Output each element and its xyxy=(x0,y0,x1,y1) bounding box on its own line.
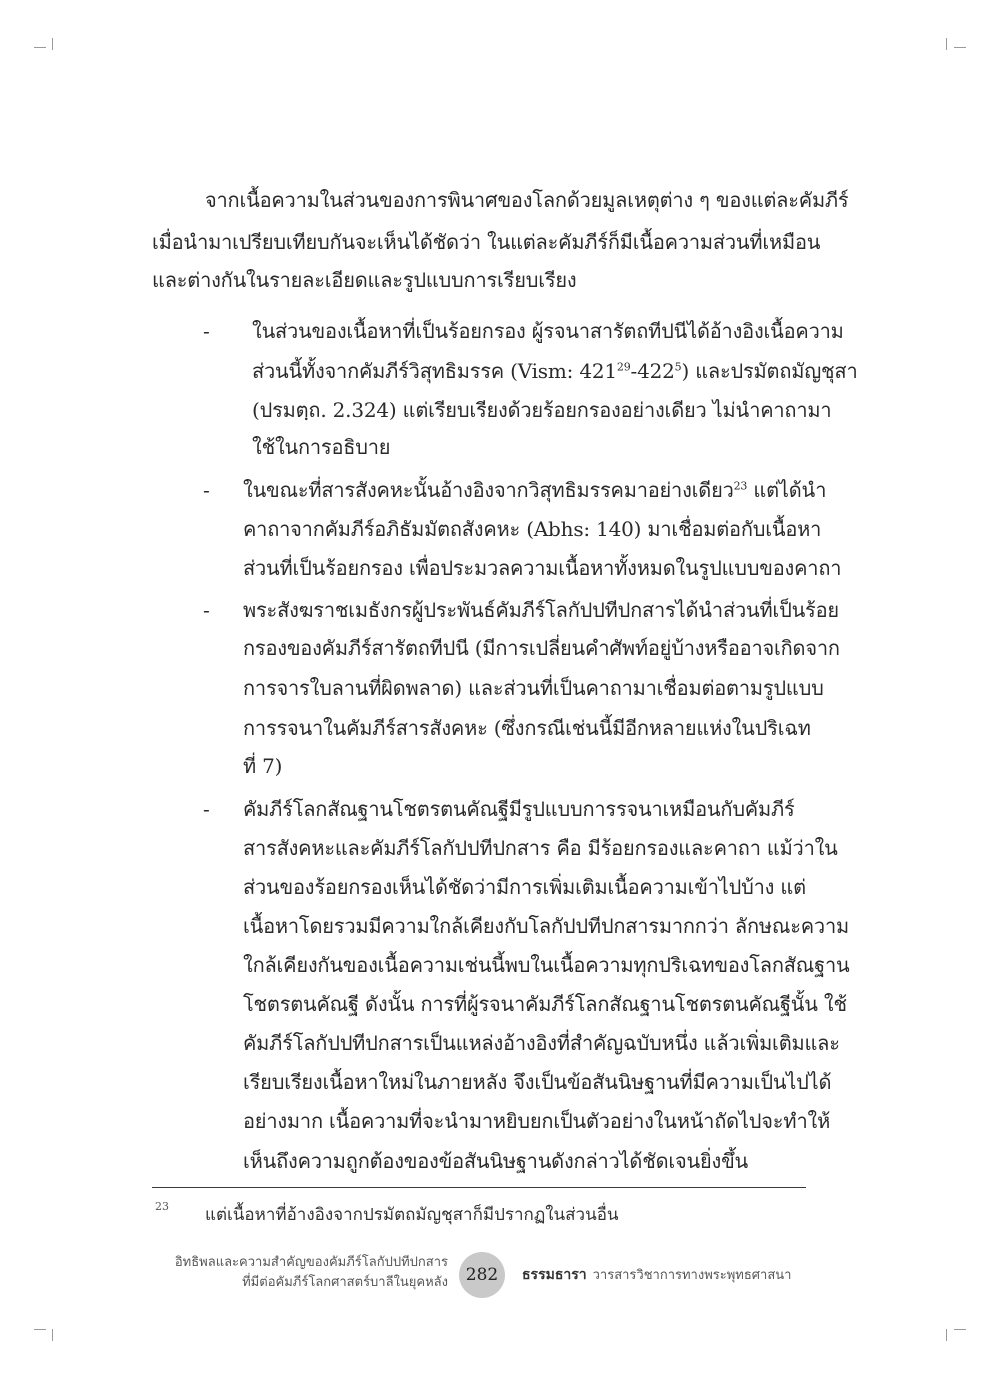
bullet-line: เนื้อหาโดยรวมมีความใกล้เคียงกับโลกัปปทีปกสารมากกว่า ลักษณะความ xyxy=(243,914,849,938)
crop-mark xyxy=(954,1329,966,1330)
footnote-text: แต่เนื้อหาที่อ้างอิงจากปรมัตถมัญชุสาก็มีปรากฏในส่วนอื่น xyxy=(205,1205,619,1225)
footer-journal xyxy=(522,1264,791,1286)
bullet-text: แต่ได้นำ xyxy=(747,478,827,502)
footnote-number: 23 xyxy=(155,1200,169,1213)
bullet-line: ในส่วนของเนื้อหาที่เป็นร้อยกรอง ผู้รจนาสารัตถทีปนีได้อ้างอิงเนื้อความ xyxy=(252,319,844,343)
bullet-dash: - xyxy=(203,478,210,502)
bullet-line: การรจนาในคัมภีร์สารสังคหะ (ซึ่งกรณีเช่นนี้มีอีกหลายแห่งในปริเฉท xyxy=(243,716,811,740)
bullet-dash: - xyxy=(203,598,210,622)
bullet-line: ส่วนของร้อยกรองเห็นได้ชัดว่ามีการเพิ่มเติมเนื้อความเข้าไปบ้าง แต่ xyxy=(243,875,806,899)
paragraph-line: จากเนื้อความในส่วนของการพินาศของโลกด้วยมูลเหตุต่าง ๆ ของแต่ละคัมภีร์ xyxy=(205,188,849,212)
footnote-divider xyxy=(152,1187,806,1188)
bullet-line: (ปรมตฺถ. 2.324) แต่เรียบเรียงด้วยร้อยกรองอย่างเดียว ไม่นำคาถามา xyxy=(252,398,832,422)
bullet-line: อย่างมาก เนื้อความที่จะนำมาหยิบยกเป็นตัวอย่างในหน้าถัดไปจะทำให้ xyxy=(243,1109,831,1133)
bullet-line: โชตรตนคัณฐี ดังนั้น การที่ผู้รจนาคัมภีร์โลกสัณฐานโชตรตนคัณฐีนั้น ใช้ xyxy=(243,992,847,1016)
crop-mark xyxy=(34,47,46,48)
crop-mark xyxy=(954,47,966,48)
superscript: 5 xyxy=(674,360,682,374)
page-number-text: 282 xyxy=(465,1265,499,1285)
bullet-dash: - xyxy=(203,797,210,821)
footer-article-title xyxy=(175,1253,448,1293)
bullet-line: คัมภีร์โลกัปปทีปกสารเป็นแหล่งอ้างอิงที่สำคัญฉบับหนึ่ง แล้วเพิ่มเติมและ xyxy=(243,1031,840,1055)
bullet-text: ) และปรมัตถมัญชุสา xyxy=(681,359,858,383)
footer-title-line: อิทธิพลและความสำคัญของคัมภีร์โลกัปปทีปกสาร xyxy=(174,1255,448,1270)
bullet-line: ที่ 7) xyxy=(243,754,283,778)
bullet-text: ในขณะที่สารสังคหะนั้นอ้างอิงจากวิสุทธิมรรคมาอย่างเดียว xyxy=(243,478,734,502)
journal-subtitle: วารสารวิชาการทางพระพุทธศาสนา xyxy=(592,1268,792,1283)
bullet-line: เห็นถึงความถูกต้องของข้อสันนิษฐานดังกล่าวได้ชัดเจนยิ่งขึ้น xyxy=(243,1149,749,1173)
bullet-line xyxy=(252,351,857,391)
bullet-text: ส่วนนี้ทั้งจากคัมภีร์วิสุทธิมรรค (Vism: 421 xyxy=(252,359,617,383)
footnote-ref[interactable]: 23 xyxy=(733,479,748,493)
paragraph-line: และต่างกันในรายละเอียดและรูปแบบการเรียบเรียง xyxy=(152,268,577,292)
bullet-line xyxy=(243,470,826,510)
superscript: 29 xyxy=(616,360,631,374)
bullet-line: คัมภีร์โลกสัณฐานโชตรตนคัณฐีมีรูปแบบการรจนาเหมือนกับคัมภีร์ xyxy=(243,797,795,821)
page-number xyxy=(459,1252,505,1298)
journal-name: ธรรมธารา xyxy=(522,1267,587,1283)
bullet-line: สารสังคหะและคัมภีร์โลกัปปทีปกสาร คือ มีร้อยกรองและคาถา แม้ว่าใน xyxy=(243,836,838,860)
crop-mark xyxy=(52,1329,53,1341)
crop-mark xyxy=(34,1329,46,1330)
crop-mark xyxy=(946,38,947,50)
bullet-line: พระสังฆราชเมธังกรผู้ประพันธ์คัมภีร์โลกัปปทีปกสารได้นำส่วนที่เป็นร้อย xyxy=(243,598,839,622)
paragraph-line: เมื่อนำมาเปรียบเทียบกันจะเห็นได้ชัดว่า ในแต่ละคัมภีร์ก็มีเนื้อความส่วนที่เหมือน xyxy=(152,230,821,254)
bullet-line: กรองของคัมภีร์สารัตถทีปนี (มีการเปลี่ยนคำศัพท์อยู่บ้างหรืออาจเกิดจาก xyxy=(243,636,840,660)
bullet-line: ส่วนที่เป็นร้อยกรอง เพื่อประมวลความเนื้อหาทั้งหมดในรูปแบบของคาถา xyxy=(243,556,842,580)
bullet-line: การจารใบลานที่ผิดพลาด) และส่วนที่เป็นคาถามาเชื่อมต่อตามรูปแบบ xyxy=(243,676,824,700)
crop-mark xyxy=(946,1329,947,1341)
crop-mark xyxy=(52,38,53,50)
bullet-line: ใกล้เคียงกันของเนื้อความเช่นนี้พบในเนื้อความทุกปริเฉทของโลกสัณฐาน xyxy=(243,953,850,977)
bullet-dash: - xyxy=(203,319,210,343)
bullet-line: คาถาจากคัมภีร์อภิธัมมัตถสังคหะ (Abhs: 140) มาเชื่อมต่อกับเนื้อหา xyxy=(243,517,822,541)
bullet-line: ใช้ในการอธิบาย xyxy=(252,435,391,459)
bullet-line: เรียบเรียงเนื้อหาใหม่ในภายหลัง จึงเป็นข้อสันนิษฐานที่มีความเป็นไปได้ xyxy=(243,1070,832,1094)
footer-title-line: ที่มีต่อคัมภีร์โลกศาสตร์บาลีในยุคหลัง xyxy=(242,1275,448,1290)
bullet-text: -422 xyxy=(630,359,675,383)
